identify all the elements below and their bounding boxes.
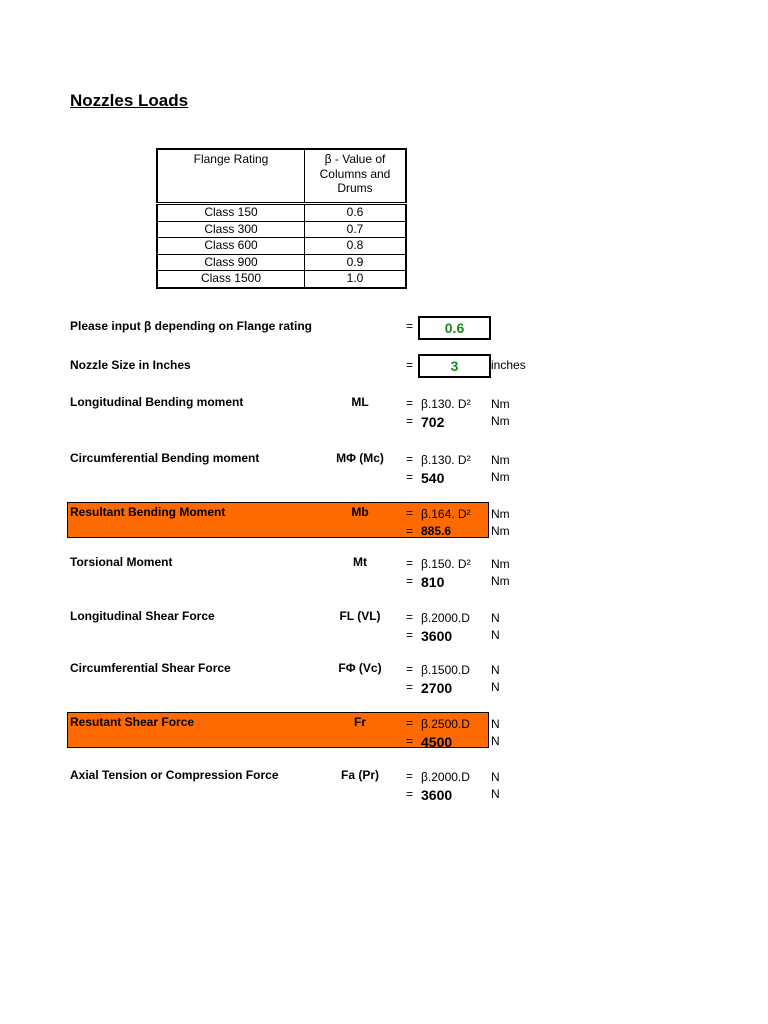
table-header-row xyxy=(157,149,406,204)
beta-input[interactable]: 0.6 xyxy=(418,316,491,340)
table-row xyxy=(157,271,406,288)
value-unit: Nm xyxy=(491,574,510,588)
table-row xyxy=(157,238,406,255)
flange-rating-table xyxy=(156,148,407,289)
load-label: Resutant Shear Force xyxy=(70,715,195,729)
formula-unit: N xyxy=(491,663,500,677)
load-symbol: Mt xyxy=(353,555,367,569)
equals-sign: = xyxy=(406,319,414,333)
header-flange-rating: Flange Rating xyxy=(157,149,305,204)
load-label: Resultant Bending Moment xyxy=(70,505,226,519)
formula-unit: Nm xyxy=(491,557,510,571)
beta-value: 0.7 xyxy=(305,221,407,238)
load-value: 810 xyxy=(421,574,445,590)
load-symbol: FΦ (Vc) xyxy=(338,661,382,675)
load-symbol: Mb xyxy=(351,505,369,519)
equals-sign: = xyxy=(406,470,414,484)
equals-sign: = xyxy=(406,358,414,372)
load-value: 2700 xyxy=(421,680,453,696)
formula-unit: N xyxy=(491,770,500,784)
formula-unit: Nm xyxy=(491,507,510,521)
load-value: 3600 xyxy=(421,787,453,803)
load-symbol: Fa (Pr) xyxy=(340,768,379,782)
load-formula: β.2500.D xyxy=(421,717,470,731)
load-value: 4500 xyxy=(421,734,453,750)
equals-sign: = xyxy=(406,396,414,410)
load-label: Longitudinal Bending moment xyxy=(70,395,244,409)
load-label: Torsional Moment xyxy=(70,555,173,569)
equals-sign: = xyxy=(406,610,414,624)
load-formula: β.2000.D xyxy=(421,770,470,784)
equals-sign: = xyxy=(406,662,414,676)
flange-class: Class 150 xyxy=(157,204,305,222)
equals-sign: = xyxy=(406,680,414,694)
flange-class: Class 1500 xyxy=(157,271,305,288)
load-formula: β.164. D² xyxy=(421,507,471,521)
load-formula: β.130. D² xyxy=(421,397,471,411)
nozzle-size-input[interactable]: 3 xyxy=(418,354,491,378)
equals-sign: = xyxy=(406,734,414,748)
formula-unit: Nm xyxy=(491,397,510,411)
beta-input-label: Please input β depending on Flange rating xyxy=(70,319,313,333)
header-beta-value xyxy=(305,149,407,204)
beta-value: 0.9 xyxy=(305,254,407,271)
nozzle-size-unit: inches xyxy=(491,358,526,372)
equals-sign: = xyxy=(406,574,414,588)
load-formula: β.2000.D xyxy=(421,611,470,625)
formula-unit: Nm xyxy=(491,453,510,467)
beta-value: 0.8 xyxy=(305,238,407,255)
load-label: Longitudinal Shear Force xyxy=(70,609,215,623)
value-unit: N xyxy=(491,628,500,642)
equals-sign: = xyxy=(406,628,414,642)
value-unit: N xyxy=(491,680,500,694)
load-label: Circumferential Bending moment xyxy=(70,451,260,465)
page-title: Nozzles Loads xyxy=(70,91,189,110)
load-formula: β.150. D² xyxy=(421,557,471,571)
flange-class: Class 300 xyxy=(157,221,305,238)
value-unit: Nm xyxy=(491,470,510,484)
flange-class: Class 900 xyxy=(157,254,305,271)
load-symbol: Fr xyxy=(354,715,366,729)
equals-sign: = xyxy=(406,769,414,783)
equals-sign: = xyxy=(406,452,414,466)
equals-sign: = xyxy=(406,414,414,428)
header-beta-text: β - Value of Columns and Drums xyxy=(319,152,391,195)
load-value: 540 xyxy=(421,470,445,486)
load-formula: β.130. D² xyxy=(421,453,471,467)
value-unit: Nm xyxy=(491,414,510,428)
value-unit: N xyxy=(491,734,500,748)
load-symbol: ML xyxy=(351,395,369,409)
load-symbol: MΦ (Mc) xyxy=(336,451,384,465)
beta-value: 0.6 xyxy=(305,204,407,222)
load-value: 702 xyxy=(421,414,445,430)
equals-sign: = xyxy=(406,506,414,520)
table-row xyxy=(157,221,406,238)
flange-class: Class 600 xyxy=(157,238,305,255)
value-unit: Nm xyxy=(491,524,510,538)
equals-sign: = xyxy=(406,716,414,730)
table-row xyxy=(157,204,406,222)
load-value: 3600 xyxy=(421,628,453,644)
value-unit: N xyxy=(491,787,500,801)
load-symbol: FL (VL) xyxy=(339,609,381,623)
equals-sign: = xyxy=(406,787,414,801)
load-label: Circumferential Shear Force xyxy=(70,661,231,675)
formula-unit: N xyxy=(491,611,500,625)
equals-sign: = xyxy=(406,524,414,538)
nozzle-size-label: Nozzle Size in Inches xyxy=(70,358,191,372)
beta-value: 1.0 xyxy=(305,271,407,288)
equals-sign: = xyxy=(406,556,414,570)
table-row xyxy=(157,254,406,271)
load-label: Axial Tension or Compression Force xyxy=(70,768,279,782)
load-value: 885.6 xyxy=(421,524,452,538)
load-formula: β.1500.D xyxy=(421,663,470,677)
formula-unit: N xyxy=(491,717,500,731)
